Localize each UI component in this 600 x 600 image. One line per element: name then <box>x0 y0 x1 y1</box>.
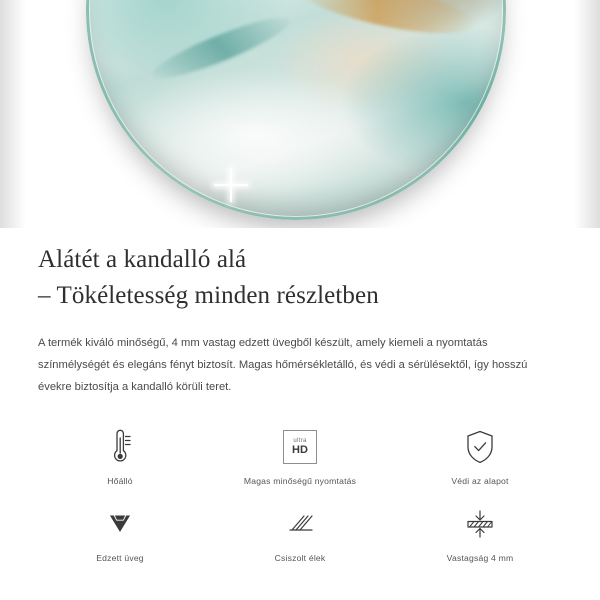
diamond-icon <box>103 502 137 546</box>
shield-check-icon <box>464 425 496 469</box>
feature-label: Edzett üveg <box>96 552 144 563</box>
hero-product-image <box>0 0 600 228</box>
page-title <box>38 228 562 313</box>
feature-protects-surface <box>390 425 570 486</box>
feature-thickness <box>390 502 570 563</box>
feature-tempered-glass <box>30 502 210 563</box>
feature-label: Magas minőségű nyomtatás <box>243 475 357 486</box>
feature-print-quality <box>210 425 390 486</box>
right-edge-shadow <box>574 0 600 228</box>
description-paragraph: A termék kiváló minőségű, 4 mm vastag edzett üvegből készült, amely kiemeli a nyomtatás színmélységét és elegáns fényt biztosít. Magas hőmérsékletálló, és védi a sérülésektől, így hosszú évekre biztosítja a kandalló körüli teret. <box>38 337 528 393</box>
polished-edges-icon <box>283 502 317 546</box>
ultra-hd-badge-icon <box>283 425 317 469</box>
badge-top-text: ultra <box>293 437 307 444</box>
feature-heat-resistant <box>30 425 210 486</box>
feature-grid <box>0 425 600 563</box>
headline-line-2: – Tökéletesség minden részletben <box>38 281 379 309</box>
headline-line-1: Alátét a kandalló alá <box>38 246 247 273</box>
round-glass-mat <box>86 0 506 220</box>
left-edge-shadow <box>0 0 26 228</box>
content-section <box>0 228 600 399</box>
feature-polished-edges <box>210 502 390 563</box>
thickness-arrows-icon <box>462 502 498 546</box>
thermometer-icon <box>105 425 135 469</box>
feature-label: Hőálló <box>107 475 133 486</box>
feature-label: Csiszolt élek <box>274 552 326 563</box>
feature-label: Vastagság 4 mm <box>446 552 514 563</box>
badge-bottom-text: HD <box>292 443 308 456</box>
feature-label: Védi az alapot <box>451 475 509 486</box>
